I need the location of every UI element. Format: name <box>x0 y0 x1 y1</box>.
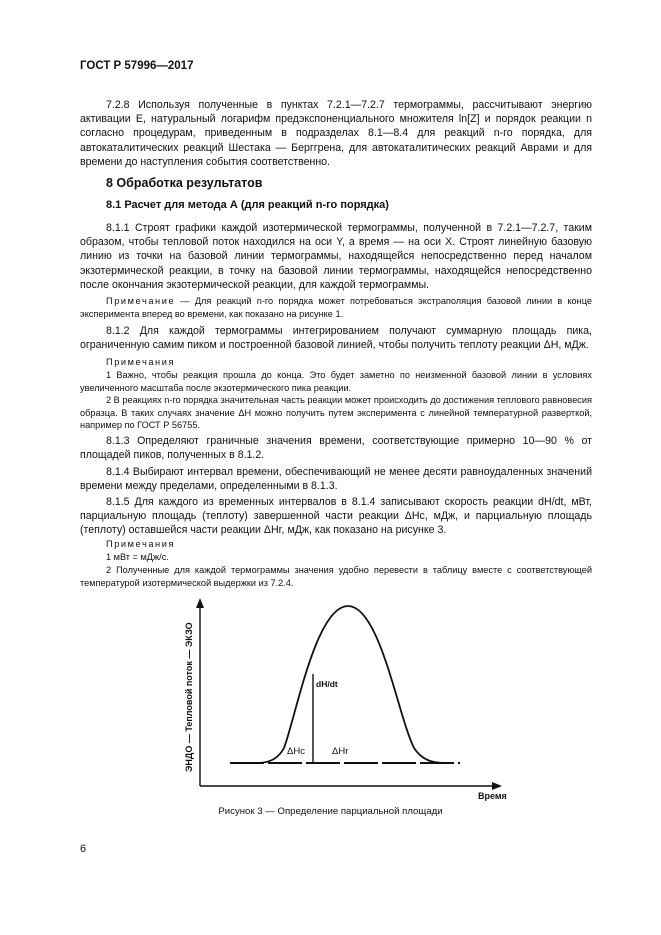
document-header: ГОСТ Р 57996—2017 <box>80 60 194 72</box>
section-title: 8 Обработка результатов <box>106 176 263 190</box>
notes-label-8-1-5: Примечания <box>106 539 176 549</box>
note-8-1-2-2: 2 В реакциях n-го порядка значительная часть реакции может происходить до достижения теплового равновесия образца. В таких случаях значение ΔH можно получить путем эксперимента с линейной температурной разверткой, например по ГОСТ Р 56755. <box>80 395 592 431</box>
paragraph-7-2-8: 7.2.8 Используя полученные в пунктах 7.2.1—7.2.7 термограммы, рассчитывают энергию активации E, натуральный логарифм предэкспоненциального множителя ln[Z] и порядок реакции n согласно процедурам, приведенным в подразделах 8.1—8.4 для реакций n-го порядка, для автокаталитических реакций Шестака — Берггрена, для автокаталитических реакций Аврами и для времени до наступления события соответственно. <box>80 99 592 168</box>
paragraph-8-1-2: 8.1.2 Для каждой термограммы интегрированием получают суммарную площадь пика, ограниченную самим пиком и построенной базовой линией, чтобы получить теплоту реакции ΔH, мДж. <box>80 325 592 352</box>
note-label: Примечание <box>106 296 176 306</box>
dhc-label: ΔHc <box>287 746 305 757</box>
note-8-1-5-2: 2 Полученные для каждой термограммы значения удобно перевести в таблицу вместе с соответствующей температурой изотермической выдержки из 7.2.4. <box>80 565 592 588</box>
x-axis-label: Время <box>478 791 507 801</box>
dhr-label: ΔHr <box>332 746 349 757</box>
dhdt-label: dH/dt <box>316 679 338 689</box>
paragraph-8-1-3: 8.1.3 Определяют граничные значения времени, соответствующие примерно 10—90 % от площадей пиков, полученных в 8.1.2. <box>80 435 592 462</box>
x-axis-arrow <box>492 782 502 790</box>
notes-label-8-1-2: Примечания <box>106 357 176 367</box>
note-8-1-2-1: 1 Важно, чтобы реакция прошла до конца. Это будет заметно по неизменной базовой линии в условиях увеличенного масштаба после экзотермического пика реакции. <box>80 370 592 393</box>
note-text: — Для реакций n-го порядка может потребоваться экстраполяция базовой линии в конце эксперимента вперед во времени, как показано на рисунке 1. <box>80 296 592 319</box>
paragraph-8-1-1: 8.1.1 Строят графики каждой изотермической термограммы, полученной в 7.2.1—7.2.7, таким образом, чтобы тепловой поток находился на оси Y, а время — на оси X. Строят линейную базовую линию из точки на базовой линии термограммы, находящейся непосредственно перед началом экзотермической реакции, в точку на базовой линии термограммы, находящейся непосредственно после окончания экзотермической реакции, для каждой термограммы. <box>80 222 592 291</box>
subsection-title: 8.1 Расчет для метода А (для реакций n-го порядка) <box>106 199 389 211</box>
y-axis-label: ЭНДО — Тепловой поток — ЭКЗО <box>184 622 194 772</box>
thermogram-peak-curve <box>260 606 445 763</box>
page-number: 6 <box>80 843 87 855</box>
paragraph-8-1-4: 8.1.4 Выбирают интервал времени, обеспечивающий не менее десяти равноудаленных значений времени между пределами, определенными в 8.1.3. <box>80 466 592 493</box>
y-axis-arrow <box>196 598 204 608</box>
note-8-1-1 <box>80 295 592 320</box>
note-8-1-5-1: 1 мВт = мДж/с. <box>106 552 169 562</box>
figure-caption: Рисунок 3 — Определение парциальной площади <box>218 806 443 817</box>
paragraph-8-1-5: 8.1.5 Для каждого из временных интервалов в 8.1.4 записывают скорость реакции dH/dt, мВт, парциальную площадь (теплоту) завершенной части реакции ΔHc, мДж, и парциальную площадь (теплоту) оставшейся части реакции ΔHr, мДж, как показано на рисунке 3. <box>80 496 592 537</box>
figure-3-diagram <box>170 596 510 801</box>
